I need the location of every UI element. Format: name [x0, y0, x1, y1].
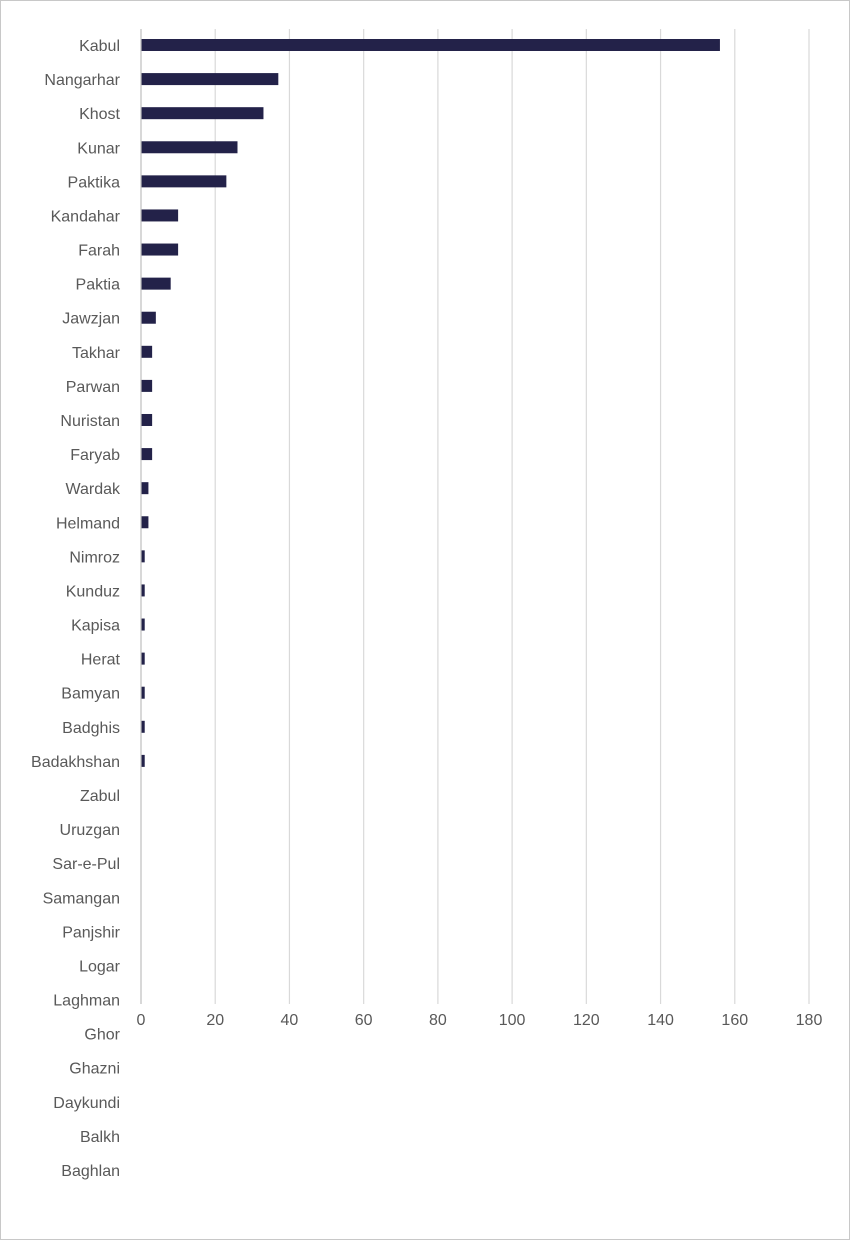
bar-kandahar	[141, 209, 178, 221]
x-tick-label: 160	[721, 1012, 749, 1029]
category-label: Panjshir	[62, 924, 120, 942]
x-tick-label: 20	[206, 1012, 225, 1029]
category-label: Helmand	[55, 515, 120, 533]
category-label: Kabul	[79, 38, 120, 55]
bar-parwan	[141, 380, 152, 392]
bar-helmand	[141, 516, 148, 528]
category-label: Logar	[79, 958, 120, 976]
category-label: Takhar	[71, 344, 120, 362]
category-label: Ghazni	[69, 1060, 120, 1078]
x-tick-label: 0	[136, 1012, 146, 1029]
bar-paktika	[141, 175, 226, 187]
category-label: Wardak	[65, 481, 120, 499]
x-tick-labels	[137, 1012, 823, 1029]
category-label: Zabul	[79, 787, 120, 805]
bar-khost	[141, 107, 263, 119]
category-label: Paktia	[75, 276, 120, 294]
category-label: Badakhshan	[31, 753, 120, 771]
category-label: Faryab	[70, 447, 120, 465]
bar-kabul	[141, 39, 720, 51]
category-label: Herat	[80, 651, 120, 669]
x-tick-label: 80	[428, 1012, 447, 1029]
category-label: Paktika	[67, 174, 120, 192]
bar-takhar	[141, 346, 152, 358]
category-label: Uruzgan	[59, 822, 120, 840]
category-label: Badghis	[62, 719, 120, 737]
bar-faryab	[141, 448, 152, 460]
category-label: Bamyan	[61, 685, 120, 703]
bar-farah	[141, 244, 178, 256]
category-label: Ghor	[84, 1026, 120, 1044]
bars	[141, 39, 720, 767]
category-label: Nangarhar	[44, 72, 120, 90]
bar-jawzjan	[141, 312, 156, 324]
category-label: Parwan	[65, 378, 120, 396]
category-label: Sar-e-Pul	[52, 856, 120, 874]
category-label: Khost	[79, 106, 120, 124]
x-tick-label: 60	[354, 1012, 373, 1029]
category-label: Kunar	[77, 140, 120, 158]
category-label: Kandahar	[50, 208, 120, 226]
category-label: Balkh	[79, 1128, 120, 1146]
bar-paktia	[141, 278, 171, 290]
gridlines	[215, 29, 809, 1004]
x-tick-label: 100	[498, 1012, 526, 1029]
bar-nangarhar	[141, 73, 278, 85]
category-label: Laghman	[53, 992, 120, 1010]
x-tick-label: 140	[647, 1012, 674, 1029]
category-label: Kunduz	[65, 583, 120, 601]
category-label: Jawzjan	[62, 310, 120, 328]
bar-nuristan	[141, 414, 152, 426]
x-tick-label: 40	[280, 1012, 299, 1029]
category-label: Farah	[78, 242, 120, 260]
category-label: Samangan	[42, 890, 120, 908]
bar-chart	[1, 1, 849, 1239]
x-tick-label: 180	[795, 1012, 823, 1029]
bar-wardak	[141, 482, 148, 494]
category-label: Daykundi	[53, 1094, 120, 1112]
category-label: Nimroz	[69, 549, 120, 567]
x-tick-label: 120	[572, 1012, 600, 1029]
category-label: Nuristan	[60, 412, 120, 430]
category-labels	[31, 38, 121, 1180]
category-label: Baghlan	[61, 1162, 120, 1180]
category-label: Kapisa	[71, 617, 120, 635]
bar-kunar	[141, 141, 237, 153]
